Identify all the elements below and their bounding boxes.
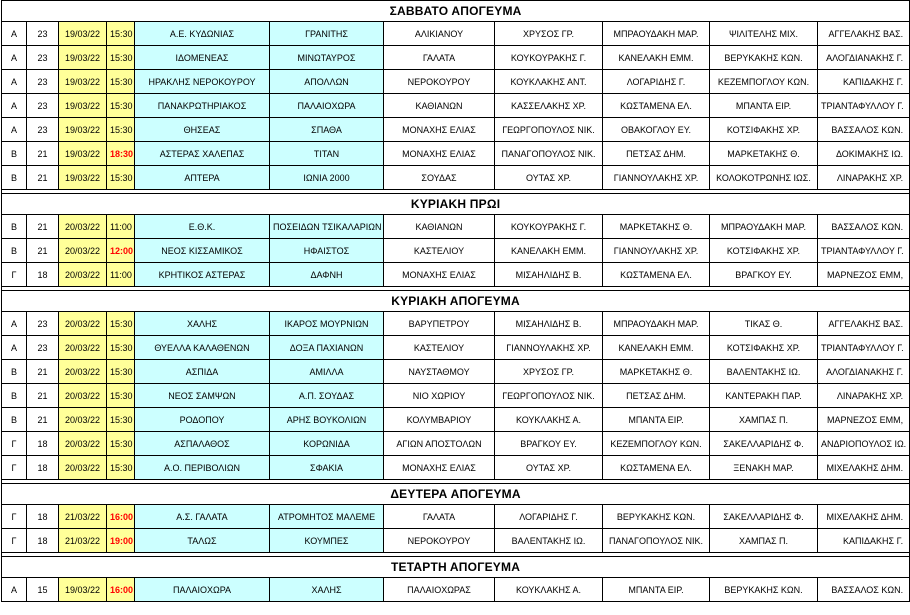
away-team-cell: ΤΙΤΑΝ <box>270 142 384 166</box>
category-cell: Β <box>2 384 27 408</box>
age-group-cell: 18 <box>27 529 59 553</box>
home-team-cell: Α.Ο. ΠΕΡΙΒΟΛΙΩΝ <box>135 456 270 480</box>
date-cell: 20/03/22 <box>59 432 107 456</box>
time-cell: 15:30 <box>107 166 135 190</box>
home-team-cell: ΑΣΠΑΛΑΘΟΣ <box>135 432 270 456</box>
time-cell: 15:30 <box>107 432 135 456</box>
referee-cell: ΓΙΑΝΝΟΥΛΑΚΗΣ ΧΡ. <box>495 336 603 360</box>
assistant-2-cell: ΣΑΚΕΛΛΑΡΙΔΗΣ Φ. <box>710 432 818 456</box>
assistant-1-cell: ΠΕΤΣΑΣ ΔΗΜ. <box>603 142 710 166</box>
away-team-cell: ΓΡΑΝΙΤΗΣ <box>270 22 384 46</box>
venue-cell: ΑΓΙΩΝ ΑΠΟΣΤΟΛΩΝ <box>384 432 495 456</box>
age-group-cell: 21 <box>27 142 59 166</box>
time-cell: 16:00 <box>107 505 135 529</box>
assistant-1-cell: ΜΑΡΚΕΤΑΚΗΣ Θ. <box>603 360 710 384</box>
assistant-1-cell: ΠΑΝΑΓΟΠΟΥΛΟΣ ΝΙΚ. <box>603 529 710 553</box>
date-cell: 19/03/22 <box>59 94 107 118</box>
category-cell: Β <box>2 360 27 384</box>
referee-cell: ΒΡΑΓΚΟΥ ΕΥ. <box>495 432 603 456</box>
referee-cell: ΚΟΥΚΛΑΚΗΣ Α. <box>495 578 603 602</box>
match-row <box>2 360 910 384</box>
venue-cell: ΠΑΛΑΙΟΧΩΡΑΣ <box>384 578 495 602</box>
observer-cell: ΛΙΝΑΡΑΚΗΣ ΧΡ. <box>818 166 910 190</box>
away-team-cell: ΗΦΑΙΣΤΟΣ <box>270 239 384 263</box>
assistant-1-cell: ΜΠΑΝΤΑ ΕΙΡ. <box>603 578 710 602</box>
away-team-cell: ΧΑΛΗΣ <box>270 578 384 602</box>
match-row <box>2 312 910 336</box>
date-cell: 19/03/22 <box>59 578 107 602</box>
assistant-2-cell: ΜΑΡΚΕΤΑΚΗΣ Θ. <box>710 142 818 166</box>
assistant-2-cell: ΜΠΑΝΤΑ ΕΙΡ. <box>710 94 818 118</box>
assistant-1-cell: ΓΙΑΝΝΟΥΛΑΚΗΣ ΧΡ. <box>603 239 710 263</box>
venue-cell: ΒΑΡΥΠΕΤΡΟΥ <box>384 312 495 336</box>
time-cell: 11:00 <box>107 215 135 239</box>
time-cell: 19:00 <box>107 529 135 553</box>
date-cell: 19/03/22 <box>59 166 107 190</box>
assistant-1-cell: ΛΟΓΑΡΙΔΗΣ Γ. <box>603 70 710 94</box>
assistant-2-cell: ΣΑΚΕΛΛΑΡΙΔΗΣ Φ. <box>710 505 818 529</box>
date-cell: 19/03/22 <box>59 118 107 142</box>
observer-cell: ΛΙΝΑΡΑΚΗΣ ΧΡ. <box>818 384 910 408</box>
referee-cell: ΚΟΥΚΟΥΡΑΚΗΣ Γ. <box>495 215 603 239</box>
assistant-2-cell: ΚΕΖΕΜΠΟΓΛΟΥ ΚΩΝ. <box>710 70 818 94</box>
home-team-cell: ΘΗΣΕΑΣ <box>135 118 270 142</box>
away-team-cell: ΑΤΡΟΜΗΤΟΣ ΜΑΛΕΜΕ <box>270 505 384 529</box>
referee-cell: ΠΑΝΑΓΟΠΟΥΛΟΣ ΝΙΚ. <box>495 142 603 166</box>
venue-cell: ΚΟΛΥΜΒΑΡΙΟΥ <box>384 408 495 432</box>
date-cell: 20/03/22 <box>59 336 107 360</box>
away-team-cell: Α.Π. ΣΟΥΔΑΣ <box>270 384 384 408</box>
age-group-cell: 23 <box>27 22 59 46</box>
away-team-cell: ΙΚΑΡΟΣ ΜΟΥΡΝΙΩΝ <box>270 312 384 336</box>
assistant-1-cell: ΟΒΑΚΟΓΛΟΥ ΕΥ. <box>603 118 710 142</box>
assistant-2-cell: ΚΑΝΤΕΡΑΚΗ ΠΑΡ. <box>710 384 818 408</box>
section-title: ΤΕΤΑΡΤΗ ΑΠΟΓΕΥΜΑ <box>2 557 910 578</box>
match-row <box>2 239 910 263</box>
referee-cell: ΚΑΣΣΕΛΑΚΗΣ ΧΡ. <box>495 94 603 118</box>
home-team-cell: ΡΟΔΟΠΟΥ <box>135 408 270 432</box>
section-header-row <box>2 557 910 578</box>
section-title: ΣΑΒΒΑΤΟ ΑΠΟΓΕΥΜΑ <box>2 1 910 22</box>
assistant-1-cell: ΚΑΝΕΛΑΚΗ ΕΜΜ. <box>603 336 710 360</box>
date-cell: 20/03/22 <box>59 384 107 408</box>
observer-cell: ΤΡΙΑΝΤΑΦΥΛΛΟΥ Γ. <box>818 94 910 118</box>
observer-cell: ΜΙΧΕΛΑΚΗΣ ΔΗΜ. <box>818 456 910 480</box>
category-cell: Γ <box>2 432 27 456</box>
referee-cell: ΟΥΤΑΣ ΧΡ. <box>495 166 603 190</box>
section-header-row <box>2 484 910 505</box>
section-title: ΚΥΡΙΑΚΗ ΠΡΩΙ <box>2 194 910 215</box>
age-group-cell: 21 <box>27 215 59 239</box>
assistant-2-cell: ΚΟΛΟΚΟΤΡΩΝΗΣ ΙΩΣ. <box>710 166 818 190</box>
category-cell: Α <box>2 70 27 94</box>
home-team-cell: ΠΑΛΑΙΟΧΩΡΑ <box>135 578 270 602</box>
date-cell: 21/03/22 <box>59 529 107 553</box>
home-team-cell: ΚΡΗΤΙΚΟΣ ΑΣΤΕΡΑΣ <box>135 263 270 287</box>
assistant-2-cell: ΜΠΡΑΟΥΔΑΚΗ ΜΑΡ. <box>710 215 818 239</box>
venue-cell: ΜΟΝΑΧΗΣ ΕΛΙΑΣ <box>384 456 495 480</box>
away-team-cell: ΑΠΟΛΛΩΝ <box>270 70 384 94</box>
age-group-cell: 21 <box>27 360 59 384</box>
date-cell: 20/03/22 <box>59 263 107 287</box>
date-cell: 19/03/22 <box>59 70 107 94</box>
time-cell: 15:30 <box>107 408 135 432</box>
venue-cell: ΚΑΣΤΕΛΙΟΥ <box>384 239 495 263</box>
time-cell: 12:00 <box>107 239 135 263</box>
assistant-2-cell: ΚΟΤΣΙΦΑΚΗΣ ΧΡ. <box>710 239 818 263</box>
age-group-cell: 23 <box>27 70 59 94</box>
venue-cell: ΝΕΡΟΚΟΥΡΟΥ <box>384 70 495 94</box>
observer-cell: ΑΓΓΕΛΑΚΗΣ ΒΑΣ. <box>818 22 910 46</box>
age-group-cell: 15 <box>27 578 59 602</box>
age-group-cell: 21 <box>27 384 59 408</box>
time-cell: 18:30 <box>107 142 135 166</box>
category-cell: Γ <box>2 505 27 529</box>
date-cell: 20/03/22 <box>59 239 107 263</box>
match-row <box>2 529 910 553</box>
referee-cell: ΚΟΥΚΟΥΡΑΚΗΣ Γ. <box>495 46 603 70</box>
time-cell: 15:30 <box>107 312 135 336</box>
away-team-cell: ΔΟΞΑ ΠΑΧΙΑΝΩΝ <box>270 336 384 360</box>
home-team-cell: ΑΣΠΙΔΑ <box>135 360 270 384</box>
assistant-2-cell: ΒΕΡΥΚΑΚΗΣ ΚΩΝ. <box>710 46 818 70</box>
date-cell: 20/03/22 <box>59 456 107 480</box>
assistant-1-cell: ΚΩΣΤΑΜΕΝΑ ΕΛ. <box>603 456 710 480</box>
home-team-cell: ΤΑΛΩΣ <box>135 529 270 553</box>
venue-cell: ΝΑΥΣΤΑΘΜΟΥ <box>384 360 495 384</box>
assistant-2-cell: ΞΕΝΑΚΗ ΜΑΡ. <box>710 456 818 480</box>
observer-cell: ΑΛΟΓΔΙΑΝΑΚΗΣ Γ. <box>818 46 910 70</box>
assistant-1-cell: ΚΩΣΤΑΜΕΝΑ ΕΛ. <box>603 263 710 287</box>
section-header-row <box>2 1 910 22</box>
away-team-cell: ΑΡΗΣ ΒΟΥΚΟΛΙΩΝ <box>270 408 384 432</box>
section-header-row <box>2 194 910 215</box>
match-row <box>2 118 910 142</box>
home-team-cell: Α.Ε. ΚΥΔΩΝΙΑΣ <box>135 22 270 46</box>
category-cell: Β <box>2 166 27 190</box>
observer-cell: ΒΑΣΣΑΛΟΣ ΚΩΝ. <box>818 578 910 602</box>
away-team-cell: ΔΑΦΝΗ <box>270 263 384 287</box>
home-team-cell: ΑΣΤΕΡΑΣ ΧΑΛΕΠΑΣ <box>135 142 270 166</box>
time-cell: 15:30 <box>107 336 135 360</box>
time-cell: 15:30 <box>107 360 135 384</box>
observer-cell: ΚΑΠΙΔΑΚΗΣ Γ. <box>818 70 910 94</box>
date-cell: 20/03/22 <box>59 215 107 239</box>
category-cell: Γ <box>2 263 27 287</box>
match-row <box>2 336 910 360</box>
observer-cell: ΚΑΠΙΔΑΚΗΣ Γ. <box>818 529 910 553</box>
match-row <box>2 70 910 94</box>
referee-cell: ΚΑΝΕΛΑΚΗ ΕΜΜ. <box>495 239 603 263</box>
assistant-2-cell: ΚΟΤΣΙΦΑΚΗΣ ΧΡ. <box>710 336 818 360</box>
match-schedule-table <box>1 0 910 602</box>
referee-cell: ΛΟΓΑΡΙΔΗΣ Γ. <box>495 505 603 529</box>
assistant-1-cell: ΚΩΣΤΑΜΕΝΑ ΕΛ. <box>603 94 710 118</box>
assistant-2-cell: ΒΑΛΕΝΤΑΚΗΣ ΙΩ. <box>710 360 818 384</box>
assistant-2-cell: ΨΙΛΙΤΕΛΗΣ ΜΙΧ. <box>710 22 818 46</box>
date-cell: 21/03/22 <box>59 505 107 529</box>
match-row <box>2 384 910 408</box>
category-cell: Γ <box>2 529 27 553</box>
assistant-2-cell: ΚΟΤΣΙΦΑΚΗΣ ΧΡ. <box>710 118 818 142</box>
home-team-cell: Ε.Θ.Κ. <box>135 215 270 239</box>
venue-cell: ΓΑΛΑΤΑ <box>384 46 495 70</box>
section-title: ΔΕΥΤΕΡΑ ΑΠΟΓΕΥΜΑ <box>2 484 910 505</box>
away-team-cell: ΜΙΝΩΤΑΥΡΟΣ <box>270 46 384 70</box>
match-row <box>2 46 910 70</box>
assistant-2-cell: ΤΙΚΑΣ Θ. <box>710 312 818 336</box>
age-group-cell: 23 <box>27 118 59 142</box>
observer-cell: ΑΓΓΕΛΑΚΗΣ ΒΑΣ. <box>818 312 910 336</box>
time-cell: 15:30 <box>107 22 135 46</box>
age-group-cell: 21 <box>27 239 59 263</box>
referee-cell: ΓΕΩΡΓΟΠΟΥΛΟΣ ΝΙΚ. <box>495 384 603 408</box>
observer-cell: ΒΑΣΣΑΛΟΣ ΚΩΝ. <box>818 118 910 142</box>
assistant-1-cell: ΜΠΡΑΟΥΔΑΚΗ ΜΑΡ. <box>603 22 710 46</box>
observer-cell: ΒΑΣΣΑΛΟΣ ΚΩΝ. <box>818 215 910 239</box>
date-cell: 20/03/22 <box>59 360 107 384</box>
home-team-cell: ΧΑΛΗΣ <box>135 312 270 336</box>
referee-cell: ΚΟΥΚΛΑΚΗΣ Α. <box>495 408 603 432</box>
venue-cell: ΜΟΝΑΧΗΣ ΕΛΙΑΣ <box>384 142 495 166</box>
age-group-cell: 23 <box>27 336 59 360</box>
category-cell: Α <box>2 46 27 70</box>
match-row <box>2 408 910 432</box>
observer-cell: ΜΑΡΝΕΖΟΣ ΕΜΜ, <box>818 263 910 287</box>
away-team-cell: ΣΦΑΚΙΑ <box>270 456 384 480</box>
date-cell: 19/03/22 <box>59 22 107 46</box>
observer-cell: ΜΑΡΝΕΖΟΣ ΕΜΜ, <box>818 408 910 432</box>
schedule-body <box>2 1 910 602</box>
match-row <box>2 432 910 456</box>
category-cell: Α <box>2 118 27 142</box>
category-cell: Α <box>2 22 27 46</box>
section-header-row <box>2 291 910 312</box>
assistant-1-cell: ΚΑΝΕΛΑΚΗ ΕΜΜ. <box>603 46 710 70</box>
time-cell: 16:00 <box>107 578 135 602</box>
venue-cell: ΚΑΣΤΕΛΙΟΥ <box>384 336 495 360</box>
away-team-cell: ΚΟΡΩΝΙΔΑ <box>270 432 384 456</box>
referee-cell: ΧΡΥΣΟΣ ΓΡ. <box>495 22 603 46</box>
category-cell: Α <box>2 94 27 118</box>
home-team-cell: ΑΠΤΕΡΑ <box>135 166 270 190</box>
age-group-cell: 18 <box>27 456 59 480</box>
assistant-2-cell: ΒΡΑΓΚΟΥ ΕΥ. <box>710 263 818 287</box>
away-team-cell: ΚΟΥΜΠΕΣ <box>270 529 384 553</box>
observer-cell: ΤΡΙΑΝΤΑΦΥΛΛΟΥ Γ. <box>818 336 910 360</box>
age-group-cell: 21 <box>27 166 59 190</box>
category-cell: Β <box>2 142 27 166</box>
away-team-cell: ΑΜΙΛΛΑ <box>270 360 384 384</box>
venue-cell: ΚΑΘΙΑΝΩΝ <box>384 94 495 118</box>
observer-cell: ΤΡΙΑΝΤΑΦΥΛΛΟΥ Γ. <box>818 239 910 263</box>
time-cell: 15:30 <box>107 118 135 142</box>
assistant-1-cell: ΒΕΡΥΚΑΚΗΣ ΚΩΝ. <box>603 505 710 529</box>
age-group-cell: 21 <box>27 408 59 432</box>
match-row <box>2 166 910 190</box>
referee-cell: ΜΙΣΑΗΛΙΔΗΣ Β. <box>495 312 603 336</box>
age-group-cell: 18 <box>27 263 59 287</box>
match-row <box>2 22 910 46</box>
age-group-cell: 23 <box>27 312 59 336</box>
date-cell: 19/03/22 <box>59 142 107 166</box>
age-group-cell: 18 <box>27 505 59 529</box>
assistant-1-cell: ΚΕΖΕΜΠΟΓΛΟΥ ΚΩΝ. <box>603 432 710 456</box>
home-team-cell: ΗΡΑΚΛΗΣ ΝΕΡΟΚΟΥΡΟΥ <box>135 70 270 94</box>
assistant-1-cell: ΠΕΤΣΑΣ ΔΗΜ. <box>603 384 710 408</box>
venue-cell: ΣΟΥΔΑΣ <box>384 166 495 190</box>
age-group-cell: 23 <box>27 46 59 70</box>
time-cell: 15:30 <box>107 46 135 70</box>
venue-cell: ΝΕΡΟΚΟΥΡΟΥ <box>384 529 495 553</box>
home-team-cell: ΝΕΟΣ ΚΙΣΣΑΜΙΚΟΣ <box>135 239 270 263</box>
observer-cell: ΔΟΚΙΜΑΚΗΣ ΙΩ. <box>818 142 910 166</box>
assistant-2-cell: ΧΑΜΠΑΣ Π. <box>710 408 818 432</box>
age-group-cell: 23 <box>27 94 59 118</box>
referee-cell: ΟΥΤΑΣ ΧΡ. <box>495 456 603 480</box>
match-row <box>2 94 910 118</box>
date-cell: 20/03/22 <box>59 312 107 336</box>
away-team-cell: ΠΑΛΑΙΟΧΩΡΑ <box>270 94 384 118</box>
match-row <box>2 578 910 602</box>
home-team-cell: ΘΥΕΛΛΑ ΚΑΛΑΘΕΝΩΝ <box>135 336 270 360</box>
category-cell: Β <box>2 408 27 432</box>
time-cell: 15:30 <box>107 70 135 94</box>
venue-cell: ΓΑΛΑΤΑ <box>384 505 495 529</box>
referee-cell: ΓΕΩΡΓΟΠΟΥΛΟΣ ΝΙΚ. <box>495 118 603 142</box>
date-cell: 19/03/22 <box>59 46 107 70</box>
time-cell: 15:30 <box>107 384 135 408</box>
referee-cell: ΧΡΥΣΟΣ ΓΡ. <box>495 360 603 384</box>
home-team-cell: ΠΑΝΑΚΡΩΤΗΡΙΑΚΟΣ <box>135 94 270 118</box>
home-team-cell: ΙΔΟΜΕΝΕΑΣ <box>135 46 270 70</box>
away-team-cell: ΠΟΣΕΙΔΩΝ ΤΣΙΚΑΛΑΡΙΩΝ <box>270 215 384 239</box>
observer-cell: ΜΙΧΕΛΑΚΗΣ ΔΗΜ. <box>818 505 910 529</box>
category-cell: Β <box>2 239 27 263</box>
venue-cell: ΝΙΟ ΧΩΡΙΟΥ <box>384 384 495 408</box>
match-row <box>2 142 910 166</box>
observer-cell: ΑΛΟΓΔΙΑΝΑΚΗΣ Γ. <box>818 360 910 384</box>
match-row <box>2 456 910 480</box>
category-cell: Γ <box>2 456 27 480</box>
match-row <box>2 505 910 529</box>
time-cell: 15:30 <box>107 456 135 480</box>
match-row <box>2 263 910 287</box>
away-team-cell: ΙΩΝΙΑ 2000 <box>270 166 384 190</box>
category-cell: Β <box>2 215 27 239</box>
home-team-cell: Α.Σ. ΓΑΛΑΤΑ <box>135 505 270 529</box>
assistant-1-cell: ΜΠΡΑΟΥΔΑΚΗ ΜΑΡ. <box>603 312 710 336</box>
category-cell: Α <box>2 578 27 602</box>
assistant-1-cell: ΓΙΑΝΝΟΥΛΑΚΗΣ ΧΡ. <box>603 166 710 190</box>
home-team-cell: ΝΕΟΣ ΣΑΜΨΩΝ <box>135 384 270 408</box>
venue-cell: ΜΟΝΑΧΗΣ ΕΛΙΑΣ <box>384 118 495 142</box>
match-row <box>2 215 910 239</box>
referee-cell: ΜΙΣΑΗΛΙΔΗΣ Β. <box>495 263 603 287</box>
date-cell: 20/03/22 <box>59 408 107 432</box>
venue-cell: ΑΛΙΚΙΑΝΟΥ <box>384 22 495 46</box>
observer-cell: ΑΝΔΡΙΟΠΟΥΛΟΣ ΙΩ. <box>818 432 910 456</box>
time-cell: 15:30 <box>107 94 135 118</box>
assistant-1-cell: ΜΠΑΝΤΑ ΕΙΡ. <box>603 408 710 432</box>
referee-cell: ΚΟΥΚΛΑΚΗΣ ΑΝΤ. <box>495 70 603 94</box>
venue-cell: ΜΟΝΑΧΗΣ ΕΛΙΑΣ <box>384 263 495 287</box>
referee-cell: ΒΑΛΕΝΤΑΚΗΣ ΙΩ. <box>495 529 603 553</box>
venue-cell: ΚΑΘΙΑΝΩΝ <box>384 215 495 239</box>
assistant-2-cell: ΒΕΡΥΚΑΚΗΣ ΚΩΝ. <box>710 578 818 602</box>
age-group-cell: 18 <box>27 432 59 456</box>
category-cell: Α <box>2 336 27 360</box>
section-title: ΚΥΡΙΑΚΗ ΑΠΟΓΕΥΜΑ <box>2 291 910 312</box>
assistant-2-cell: ΧΑΜΠΑΣ Π. <box>710 529 818 553</box>
assistant-1-cell: ΜΑΡΚΕΤΑΚΗΣ Θ. <box>603 215 710 239</box>
time-cell: 11:00 <box>107 263 135 287</box>
away-team-cell: ΣΠΑΘΑ <box>270 118 384 142</box>
category-cell: Α <box>2 312 27 336</box>
